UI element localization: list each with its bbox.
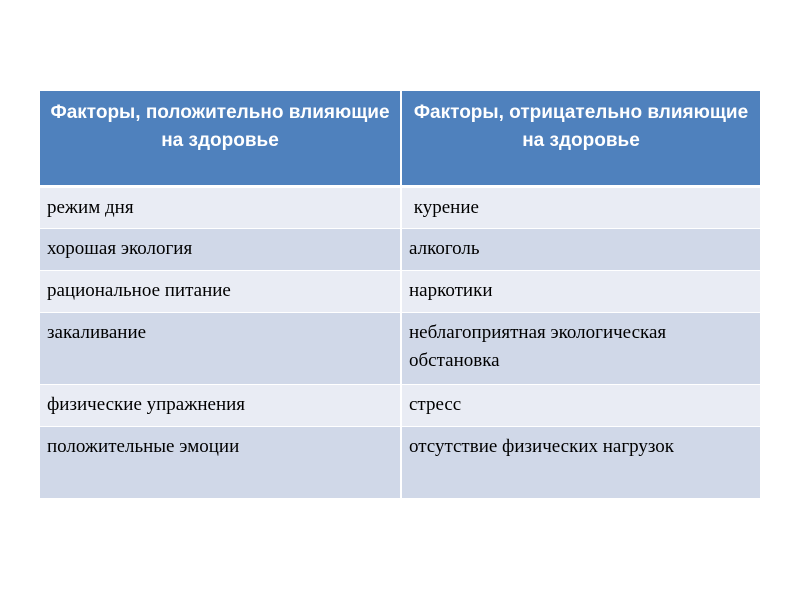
table-row [40,186,760,228]
negative-factor-cell: стресс [401,384,760,426]
negative-factor-cell: наркотики [401,270,760,312]
negative-factor-cell: алкоголь [401,228,760,270]
header-positive-factors: Факторы, положительно влияющие на здоровье [40,91,401,186]
negative-factor-cell: курение [401,186,760,228]
negative-factor-cell: отсутствие физических нагрузок [401,426,760,498]
table-row [40,312,760,384]
table-row [40,384,760,426]
header-negative-factors: Факторы, отрицательно влияющие на здоровье [401,91,760,186]
table-row [40,270,760,312]
positive-factor-cell: физические упражнения [40,384,401,426]
positive-factor-cell: закаливание [40,312,401,384]
health-factors-table [40,91,760,498]
positive-factor-cell: режим дня [40,186,401,228]
positive-factor-cell: рациональное питание [40,270,401,312]
positive-factor-cell: хорошая экология [40,228,401,270]
negative-factor-cell: неблагоприятная экологическая обстановка [401,312,760,384]
table-header-row [40,91,760,186]
table-row [40,228,760,270]
positive-factor-cell: положительные эмоции [40,426,401,498]
table-row [40,426,760,498]
